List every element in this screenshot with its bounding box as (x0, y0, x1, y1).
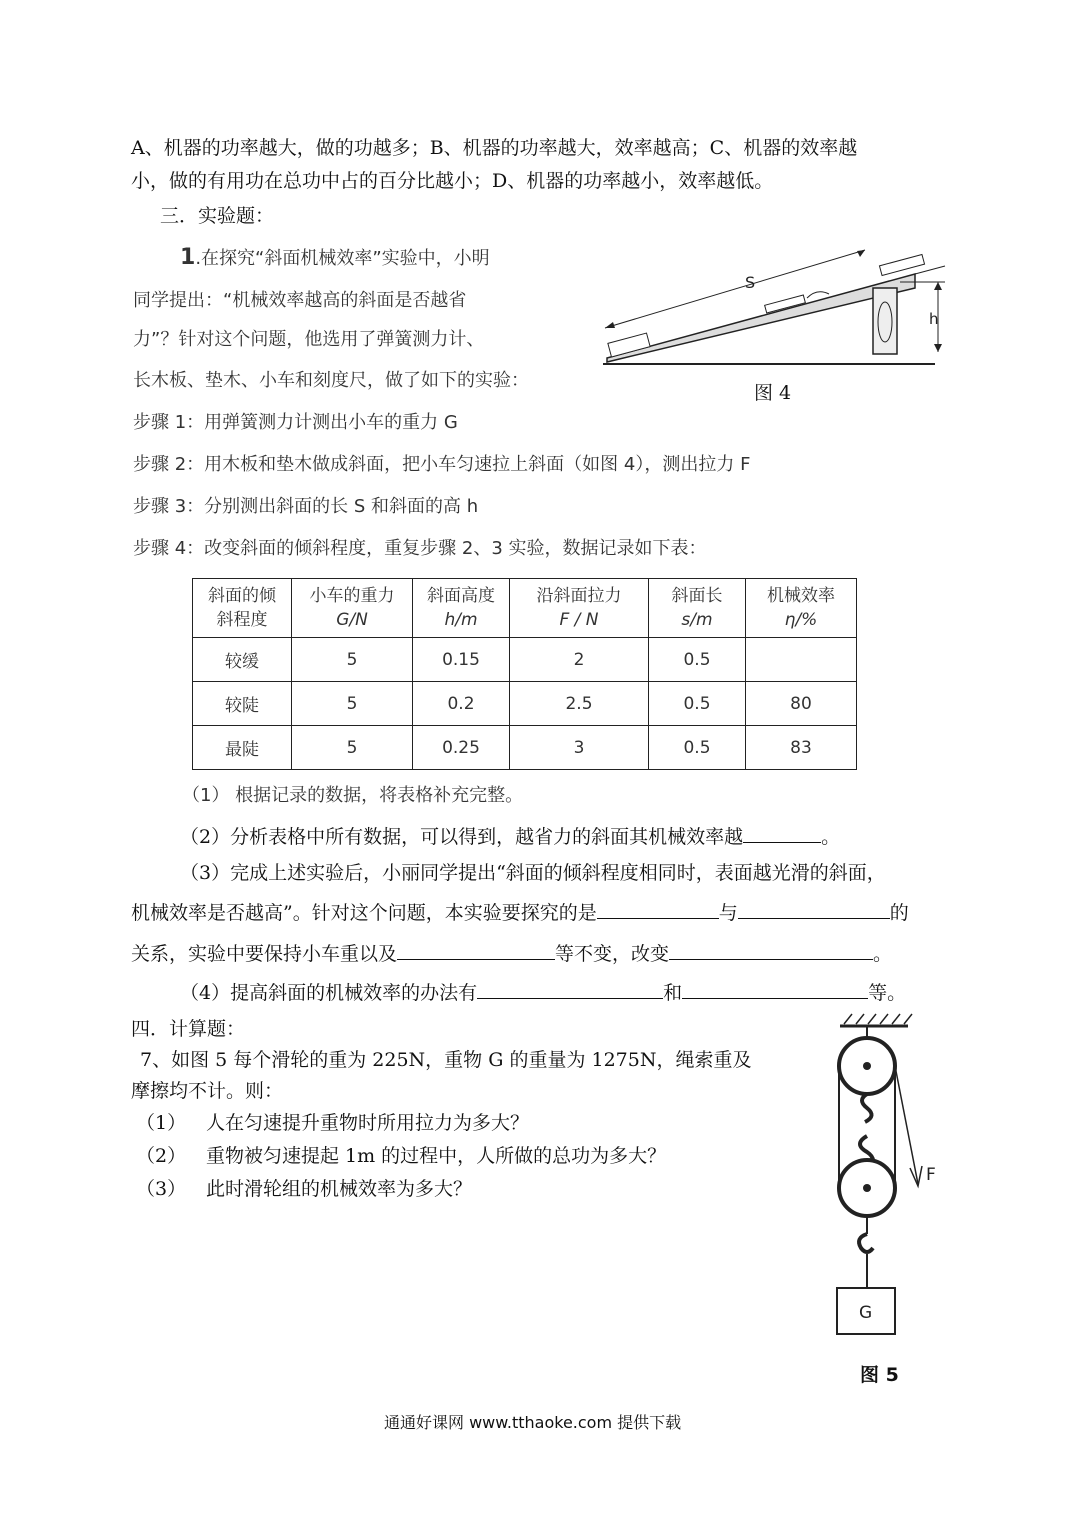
q1-line-3: 力”？针对这个问题，他选用了弹簧测力计、 (133, 329, 485, 350)
q7-line-1: 7、如图 5 每个滑轮的重为 225N，重物 G 的重量为 1275N，绳索重及 (140, 1049, 752, 1071)
header-text: 斜面高度 (427, 586, 495, 606)
header-cell (746, 579, 857, 638)
table-cell: 0.25 (413, 726, 510, 770)
table-cell: 2 (510, 638, 649, 682)
s-arrow-left (605, 322, 615, 328)
step-2: 步骤 2：用木板和垫木做成斜面，把小车匀速拉上斜面（如图 4），测出拉力 F (133, 454, 751, 475)
answer-blank[interactable] (397, 939, 555, 960)
answer-blank[interactable] (477, 978, 663, 999)
section-4-title: 四．计算题： (131, 1018, 246, 1040)
table-cell: 0.2 (413, 682, 510, 726)
sub-question-2 (180, 822, 840, 850)
header-text: 斜面的倾 (208, 586, 276, 606)
q1-line-4: 长木板、垫木、小车和刻度尺，做了如下的实验： (133, 370, 529, 391)
sub-question-3-text-3: 等不变，改变 (555, 943, 670, 965)
header-unit: F / N (559, 610, 599, 630)
footer-credit: 通通好课网 www.tthaoke.com 提供下载 (384, 1413, 682, 1432)
label-f: F (926, 1165, 936, 1185)
hook-1 (862, 1094, 872, 1122)
table-row (193, 682, 857, 726)
header-unit: h/m (444, 610, 478, 630)
sub-question-3-text-2: 关系，实验中要保持小车重以及 (131, 943, 398, 965)
label-s: S (745, 273, 756, 292)
table-cell: 83 (746, 726, 857, 770)
q7-sub-3-number: （3） (136, 1178, 187, 1200)
step-1: 步骤 1：用弹簧测力计测出小车的重力 G (133, 412, 458, 433)
table-cell: 5 (292, 638, 413, 682)
q7-sub-3 (136, 1176, 472, 1202)
cart-top-position (879, 254, 924, 275)
header-text: 斜面长 (671, 586, 723, 606)
table-header-row (193, 579, 857, 638)
label-g: G (859, 1303, 873, 1323)
answer-blank[interactable] (743, 822, 821, 843)
table-row (193, 726, 857, 770)
table-cell: 5 (292, 726, 413, 770)
sub-question-4-text: （4）提高斜面的机械效率的办法有 (180, 982, 478, 1004)
answer-blank[interactable] (682, 978, 868, 999)
h-arrow-up (934, 282, 942, 290)
header-text: 斜程度 (216, 610, 268, 630)
header-cell (413, 579, 510, 638)
table-cell: 3 (510, 726, 649, 770)
ceiling-hatching (844, 1014, 912, 1024)
header-cell (649, 579, 746, 638)
sub-question-3-line-3 (131, 939, 892, 967)
sub-question-3-end: 。 (873, 943, 893, 965)
lower-hook (859, 1234, 873, 1252)
table-cell: 最陡 (193, 726, 292, 770)
sub-question-4 (180, 978, 906, 1006)
wooden-block (873, 288, 897, 354)
experiment-data-table (192, 578, 857, 770)
header-text: 小车的重力 (309, 586, 395, 606)
hand (807, 292, 829, 298)
option-text-line-2: 小，做的有用功在总功中占的百分比越小；D、机器的功率越小，效率越低。 (131, 170, 774, 192)
table-cell: 较陡 (193, 682, 292, 726)
figure-4-caption: 图 4 (754, 382, 792, 404)
step-3: 步骤 3：分别测出斜面的长 S 和斜面的高 h (133, 496, 479, 517)
incline-board (607, 274, 915, 362)
board-extension (915, 266, 945, 274)
answer-blank[interactable] (669, 939, 873, 960)
q1-line-1-text: .在探究“斜面机械效率”实验中，小明 (195, 248, 490, 269)
table-cell-blank[interactable] (746, 638, 857, 682)
sub-question-2-end: 。 (821, 826, 841, 848)
table-cell: 0.5 (649, 726, 746, 770)
h-arrow-down (934, 344, 942, 352)
header-unit: G/N (336, 610, 368, 630)
table-cell: 80 (746, 682, 857, 726)
answer-blank[interactable] (738, 898, 890, 919)
sub-question-2-text: （2）分析表格中所有数据，可以得到，越省力的斜面其机械效率越 (180, 826, 744, 848)
q1-line-2: 同学提出：“机械效率越高的斜面是否越省 (133, 290, 467, 311)
section-3-title: 三．实验题： (160, 205, 275, 227)
q1-number: 1 (180, 245, 196, 270)
table-row (193, 638, 857, 682)
q7-sub-2 (136, 1143, 666, 1169)
sub-question-3-connector: 与 (718, 902, 738, 924)
table-cell: 较缓 (193, 638, 292, 682)
s-dimension-line (605, 250, 865, 328)
q7-sub-1-text: 人在匀速提升重物时所用拉力为多大？ (206, 1112, 530, 1134)
sub-question-3-line-1: （3）完成上述实验后，小丽同学提出“斜面的倾斜程度相同时，表面越光滑的斜面， (180, 862, 886, 884)
table-cell: 2.5 (510, 682, 649, 726)
sub-question-3-suffix: 的 (889, 902, 909, 924)
figure-5-pulley-diagram (822, 1008, 952, 1343)
figure-4-incline-diagram (595, 238, 955, 370)
sub-question-3-line-2 (131, 898, 909, 926)
pull-rope (895, 1066, 918, 1184)
table-cell: 0.5 (649, 638, 746, 682)
q7-sub-1-number: （1） (136, 1112, 187, 1134)
q7-sub-1 (136, 1110, 529, 1136)
q7-sub-2-number: （2） (136, 1145, 187, 1167)
header-cell (292, 579, 413, 638)
step-4: 步骤 4：改变斜面的倾斜程度，重复步骤 2、3 实验，数据记录如下表： (133, 538, 707, 559)
label-h: h (929, 310, 939, 328)
table-cell: 5 (292, 682, 413, 726)
header-text: 沿斜面拉力 (536, 586, 622, 606)
table-cell: 0.15 (413, 638, 510, 682)
sub-question-3-text: 机械效率是否越高”。针对这个问题，本实验要探究的是 (131, 902, 597, 924)
header-unit: s/m (681, 610, 713, 630)
lower-pulley-axle (863, 1184, 871, 1192)
sub-question-4-connector: 和 (663, 982, 683, 1004)
q7-line-2: 摩擦均不计。则： (131, 1080, 284, 1102)
header-unit: η/% (784, 610, 818, 630)
header-cell (510, 579, 649, 638)
q7-sub-3-text: 此时滑轮组的机械效率为多大？ (206, 1178, 473, 1200)
table-cell: 0.5 (649, 682, 746, 726)
sub-question-4-end: 等。 (868, 982, 907, 1004)
q7-sub-2-text: 重物被匀速提起 1m 的过程中，人所做的总功为多大？ (206, 1145, 667, 1167)
s-arrow-right (857, 250, 865, 257)
option-text-line-1: A、机器的功率越大，做的功越多；B、机器的功率越大，效率越高；C、机器的效率越 (131, 137, 858, 159)
upper-pulley-axle (863, 1062, 871, 1070)
figure-5-caption: 图 5 (860, 1364, 899, 1386)
sub-question-1: （1） 根据记录的数据，将表格补充完整。 (182, 785, 524, 806)
header-text: 机械效率 (767, 586, 835, 606)
header-cell (193, 579, 292, 638)
q1-line-1 (180, 245, 490, 272)
answer-blank[interactable] (597, 898, 719, 919)
